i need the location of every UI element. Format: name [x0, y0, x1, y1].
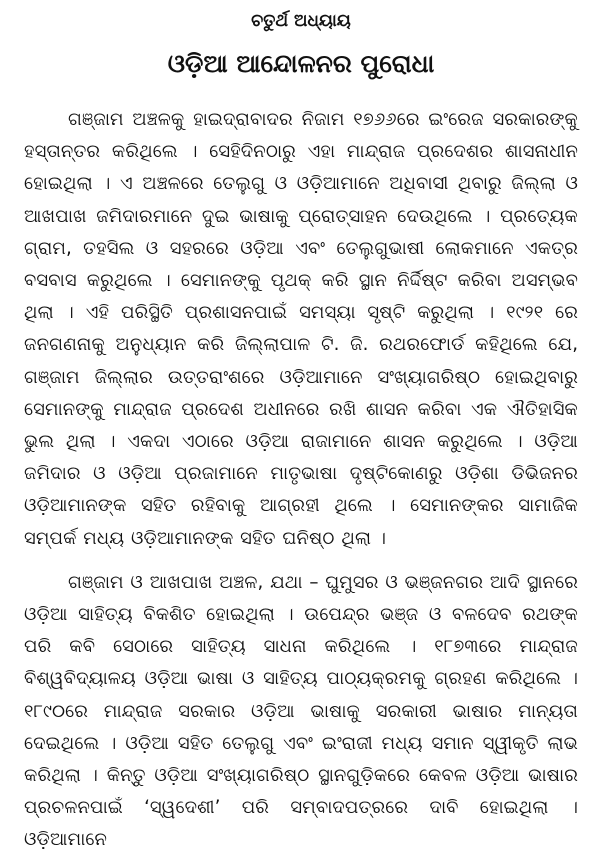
chapter-label: ଚତୁର୍ଥ ଅଧ୍ୟାୟ: [251, 11, 351, 31]
body-paragraph-2: ଗଞ୍ଜାମ ଓ ଆଖପାଖ ଅଞ୍ଚଳ, ଯଥା – ଘୁମୁସର ଓ ଭଞ୍ଜନଗର ଆଦି ସ୍ଥାନରେ ଓଡ଼ିଆ ସାହିତ୍ୟ ବିକଶିତ ହୋଇଥିଲା । ଉପେନ୍ଦ୍ର ଭଞ୍ଜ ଓ ବଳଦେବ ରଥଙ୍କ ପରି କବି ସେଠାରେ ସାହିତ୍ୟ ସାଧନା କରିଥିଲେ । ୧୮୭୩ରେ ମାନ୍ଦ୍ରାଜ ବିଶ୍ୱବିଦ୍ୟାଳୟ ଓଡ଼ିଆ ଭାଷା ଓ ସାହିତ୍ୟ ପାଠ୍ୟକ୍ରମକୁ ଗ୍ରହଣ କରିଥିଲେ । ୧୮୯୦ରେ ମାନ୍ଦ୍ରାଜ ସରକାର ଓଡ଼ିଆ ଭାଷାକୁ ସରକାରୀ ଭାଷାର ମାନ୍ୟତା ଦେଇଥିଲେ । ଓଡ଼ିଆ ସହିତ ତେଲୁଗୁ ଏବଂ ଇଂରାଜୀ ମଧ୍ୟ ସମାନ ସ୍ୱୀକୃତି ଲାଭ କରିଥିଲା । କିନ୍ତୁ ଓଡ଼ିଆ ସଂଖ୍ୟାଗରିଷ୍ଠ ସ୍ଥାନଗୁଡ଼ିକରେ କେବଳ ଓଡ଼ିଆ ଭାଷାର ପ୍ରଚଳନପାଇଁ ‘ସ୍ୱଦେଶୀ’ ପରି ସମ୍ବାଦପତ୍ରରେ ଦାବି ହୋଇଥିଲା । ଓଡ଼ିଆମାନେ: [24, 571, 578, 851]
body-paragraph-1: ଗଞ୍ଜାମ ଅଞ୍ଚଳକୁ ହାଇଦ୍ରାବାଦର ନିଜାମ ୧୭୬୬ରେ ଇଂରେଜ ସରକାରଙ୍କୁ ହସ୍ତାନ୍ତର କରିଥିଲେ । ସେହିଦିନଠାରୁ ଏହା ମାନ୍ଦ୍ରାଜ ପ୍ରଦେଶର ଶାସନାଧୀନ ହୋଇଥିଲା । ଏ ଅଞ୍ଚଳରେ ତେଲୁଗୁ ଓ ଓଡ଼ିଆମାନେ ଅଧିବାସୀ ଥିବାରୁ ଜିଲ୍ଲା ଓ ଆଖପାଖ ଜମିଦାରମାନେ ଦୁଇ ଭାଷାକୁ ପ୍ରୋତ୍ସାହନ ଦେଉଥିଲେ । ପ୍ରତ୍ୟେକ ଗ୍ରାମ, ତହସିଲ ଓ ସହରରେ ଓଡ଼ିଆ ଏବଂ ତେଲୁଗୁଭାଷୀ ଲୋକମାନେ ଏକତ୍ର ବସବାସ କରୁଥିଲେ । ସେମାନଙ୍କୁ ପୃଥକ୍ କରି ସ୍ଥାନ ନିର୍ଦ୍ଦିଷ୍ଟ କରିବା ଅସମ୍ଭବ ଥିଲା । ଏହି ପରିସ୍ଥିତି ପ୍ରଶାସନପାଇଁ ସମସ୍ୟା ସୃଷ୍ଟି କରୁଥିଲା । ୧୯୨୧ ରେ ଜନଗଣନାକୁ ଅନୁଧ୍ୟାନ କରି ଜିଲ୍ଲାପାଳ ଟି. ଜି. ରଥରଫୋର୍ଡ କହିଥିଲେ ଯେ, ଗଞ୍ଜାମ ଜିଲ୍ଲାର ଉତ୍ତରାଂଶରେ ଓଡ଼ିଆମାନେ ସଂଖ୍ୟାଗରିଷ୍ଠ ହୋଇଥିବାରୁ ସେମାନଙ୍କୁ ମାନ୍ଦ୍ରାଜ ପ୍ରଦେଶ ଅଧୀନରେ ରଖି ଶାସନ କରିବା ଏକ ଐତିହାସିକ ଭୁଲ ଥିଲା । ଏକଦା ଏଠାରେ ଓଡ଼ିଆ ରାଜାମାନେ ଶାସନ କରୁଥିଲେ । ଓଡ଼ିଆ ଜମିଦାର ଓ ଓଡ଼ିଆ ପ୍ରଜାମାନେ ମାତୃଭାଷା ଦୃଷ୍ଟିକୋଣରୁ ଓଡ଼ିଶା ଡିଭିଜନର ଓଡ଼ିଆମାନଙ୍କ ସହିତ ରହିବାକୁ ଆଗ୍ରହୀ ଥିଲେ । ସେମାନଙ୍କର ସାମାଜିକ ସମ୍ପର୍କ ମଧ୍ୟ ଓଡ଼ିଆମାନଙ୍କ ସହିତ ଘନିଷ୍ଠ ଥିଲା ।: [24, 109, 578, 549]
chapter-title: ଓଡ଼ିଆ ଆନ୍ଦୋଳନର ପୁରୋଧା: [167, 49, 435, 78]
